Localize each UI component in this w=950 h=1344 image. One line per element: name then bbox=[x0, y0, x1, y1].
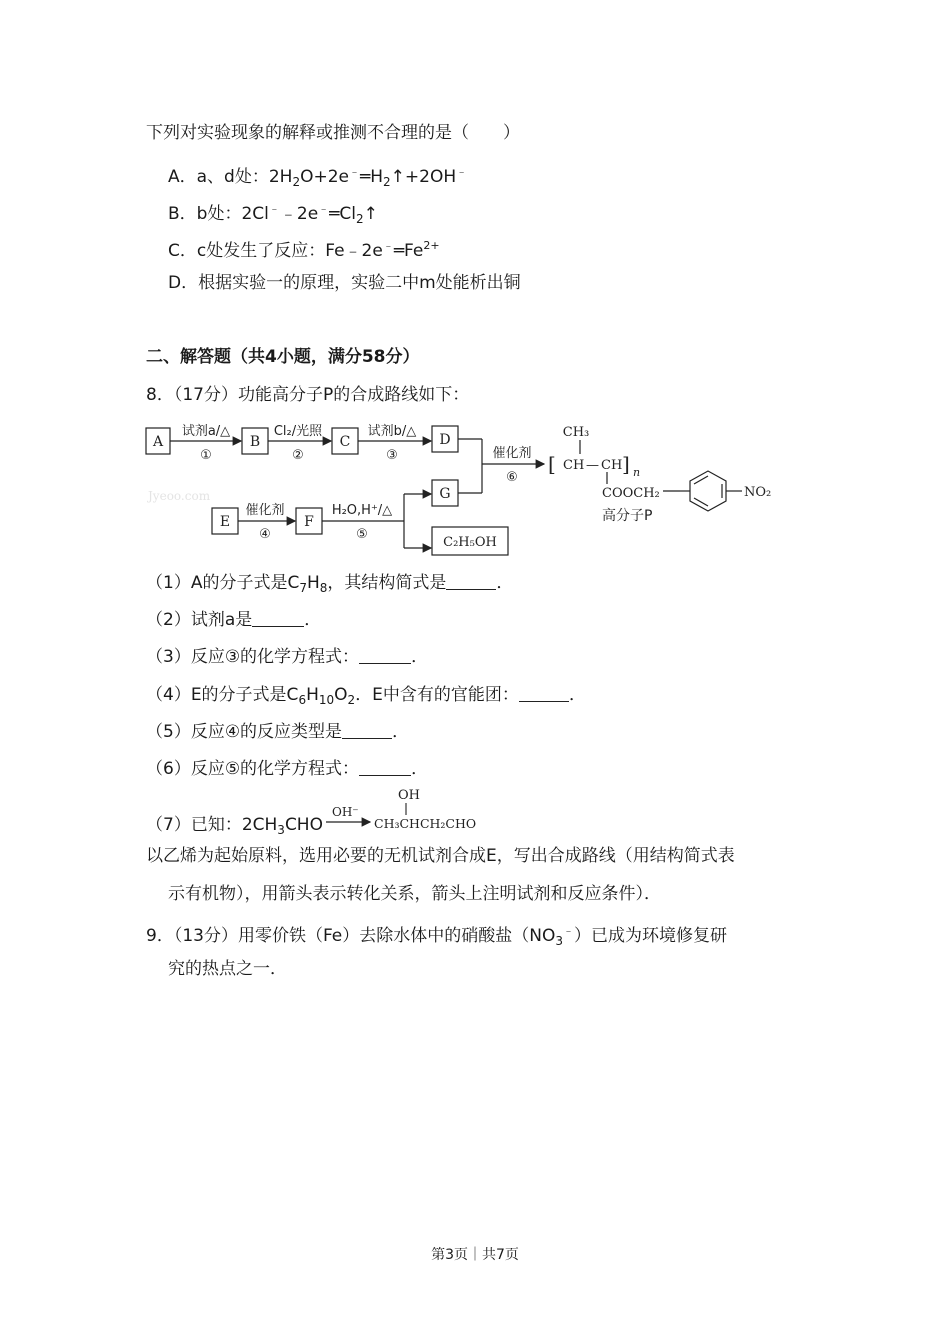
box-d-label: D bbox=[439, 432, 451, 448]
polymer-label: 高分子P bbox=[602, 508, 653, 524]
box-b-label: B bbox=[249, 434, 261, 450]
page-footer: 第3页｜共7页 bbox=[431, 1247, 519, 1263]
reaction-1-condition: 试剂a/△ bbox=[181, 424, 231, 439]
reaction-5-condition: H₂O,H⁺/△ bbox=[331, 503, 393, 518]
box-f-label: F bbox=[304, 514, 314, 530]
question-9-line-1: 9．（13分）用零价铁（Fe）去除水体中的硝酸盐$(NO_3^﹣)$已成为环境修复研 bbox=[146, 924, 727, 948]
subquestion-3: （3）反应③的化学方程式： ． bbox=[146, 647, 429, 667]
subquestion-7-text-2: 示有机物），用箭头表示转化关系，箭头上注明试剂和反应条件）． bbox=[168, 884, 661, 904]
polymer-bracket-left: [ bbox=[548, 452, 556, 476]
answer-blank[interactable] bbox=[342, 722, 392, 739]
answer-blank[interactable] bbox=[359, 759, 411, 776]
reaction-2-number: ② bbox=[292, 448, 304, 463]
reaction-6-number: ⑥ bbox=[506, 470, 518, 485]
subquestion-1: （1）A的分子式是$C_7H_8$，其结构简式是 ． bbox=[146, 573, 514, 595]
question-9-line-2: 究的热点之一． bbox=[168, 959, 287, 979]
question-8-stem: 8．（17分）功能高分子P的合成路线如下： bbox=[146, 385, 470, 405]
polymer-ch-2: CH bbox=[601, 458, 623, 473]
option-d: D．根据实验一的原理，实验二中m处能析出铜 bbox=[168, 273, 521, 293]
reaction-4-number: ④ bbox=[259, 527, 271, 542]
option-a: A．a、d处：$2H_2O+2e^﹣═H_2↑+2OH^﹣$ bbox=[168, 165, 468, 189]
section-heading: 二、解答题（共4小题，满分58分） bbox=[146, 347, 420, 367]
polymer-no2: NO₂ bbox=[744, 485, 772, 500]
box-a-label: A bbox=[152, 434, 164, 450]
polymer-ch3: CH₃ bbox=[562, 425, 590, 440]
polymer-ch-1: CH bbox=[563, 458, 585, 473]
option-b: B．b处：$2Cl^﹣﹣2e^﹣═Cl_2↑$ bbox=[168, 202, 378, 226]
reaction-2-condition: Cl₂/光照 bbox=[273, 424, 323, 439]
answer-blank[interactable] bbox=[519, 685, 569, 702]
synthesis-scheme bbox=[140, 418, 790, 566]
watermark: Jyeoo.com bbox=[148, 489, 211, 503]
reaction-3-condition: 试剂b/△ bbox=[367, 424, 417, 439]
reaction-5-number: ⑤ bbox=[356, 527, 368, 542]
aldol-oh: OH bbox=[398, 788, 420, 803]
reaction-4-condition: 催化剂 bbox=[245, 503, 285, 518]
subquestion-2: （2）试剂a是 ． bbox=[146, 610, 322, 630]
polymer-ester: COOCH₂ bbox=[602, 486, 660, 501]
subquestion-6: （6）反应⑤的化学方程式： ． bbox=[146, 759, 429, 779]
reaction-6-condition: 催化剂 bbox=[492, 446, 532, 461]
subquestion-7-text-1: 以乙烯为起始原料，选用必要的无机试剂合成E，写出合成路线（用结构简式表 bbox=[146, 846, 735, 866]
option-c: C．c处发生了反应：$Fe﹣2e^﹣═Fe^{2+}$ bbox=[168, 239, 440, 261]
answer-blank[interactable] bbox=[252, 610, 304, 627]
subquestion-5: （5）反应④的反应类型是 ． bbox=[146, 722, 410, 742]
subquestion-7: （7）已知：$2CH_3CHO$ bbox=[146, 815, 323, 837]
answer-blank[interactable] bbox=[446, 573, 496, 590]
polymer-bracket-right: ] bbox=[622, 452, 630, 476]
reaction-3-number: ③ bbox=[386, 448, 398, 463]
box-ethanol-label: C₂H₅OH bbox=[443, 535, 497, 550]
aldol-scheme bbox=[322, 784, 482, 836]
box-c-label: C bbox=[339, 434, 351, 450]
aldol-reagent: OH⁻ bbox=[332, 805, 359, 819]
question-stem: 下列对实验现象的解释或推测不合理的是（ ） bbox=[146, 123, 520, 143]
box-e-label: E bbox=[219, 514, 231, 530]
answer-blank[interactable] bbox=[359, 647, 411, 664]
aldol-product: CH₃CHCH₂CHO bbox=[374, 816, 477, 831]
subquestion-4: （4）E的分子式是$C_6H_{10}O_2$．E中含有的官能团： ． bbox=[146, 685, 586, 707]
polymer-n: n bbox=[633, 466, 641, 479]
reaction-1-number: ① bbox=[200, 448, 212, 463]
box-g-label: G bbox=[439, 486, 451, 502]
polymer-dash: — bbox=[586, 458, 599, 473]
